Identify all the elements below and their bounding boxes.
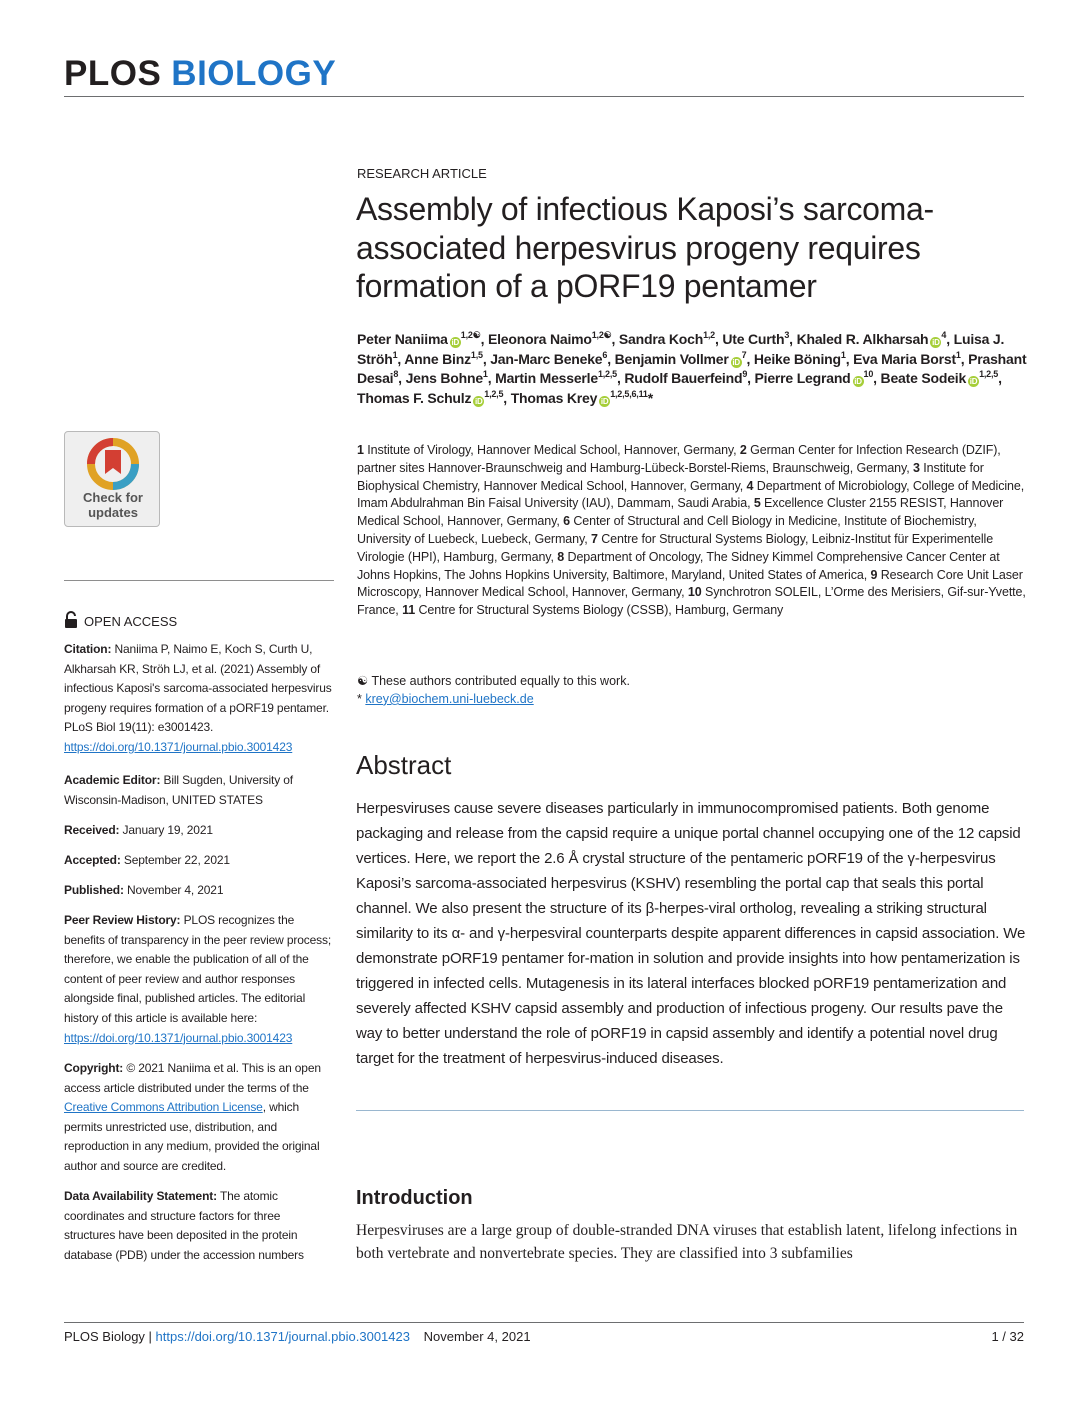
peer-review-block <box>64 911 332 1048</box>
accepted-label: Accepted: <box>64 853 121 867</box>
author-name: Jan-Marc Beneke$^6$, <box>490 349 615 367</box>
author-name-text: Eleonora Naimo <box>487 331 592 347</box>
author-name: Khaled R. Alkharsah $iD^4$, <box>796 330 954 347</box>
author-affiliation-marks: 9 <box>742 369 748 379</box>
affiliations <box>357 442 1027 620</box>
affiliation-number: 11 <box>402 603 416 618</box>
author-name: Martin Messerle$^{1,2,5}$, <box>495 369 625 386</box>
email-link[interactable]: krey@biochem.uni-luebeck.de <box>365 691 534 706</box>
affiliation-item <box>357 443 740 457</box>
journal-logo <box>64 54 336 94</box>
affiliation-text: Synchrotron SOLEIL, L’Orme des Merisiers, Gif-sur-Yvette, France, <box>357 585 1026 618</box>
author-affiliation-marks: 1 <box>392 349 398 360</box>
author-affiliation-marks: 8 <box>393 369 399 379</box>
orcid-icon[interactable]: iD <box>854 377 862 386</box>
author-affiliation-marks: 1,2☯ <box>591 330 612 340</box>
affiliation-text: Institute for Biophysical Chemistry, Hannover Medical School, Hannover, Germany, <box>357 460 984 493</box>
author-name-text: Rudolf Bauerfeind <box>624 370 743 386</box>
affiliation-text: Centre for Structural Systems Biology, Leibniz-Institut für Experimentelle Virologie (HPI), Hamburg, Germany, <box>357 531 994 564</box>
author-name: Eva Maria Borst$^1$, <box>853 349 969 367</box>
author-affiliation-marks: 1 <box>955 349 961 360</box>
author-name: Eleonora Naimo$^{1,2☯}$, <box>487 330 619 347</box>
orcid-icon[interactable]: iD <box>474 396 483 406</box>
author-affiliation-marks: 4 <box>941 330 947 340</box>
affiliation-text: Center of Structural and Cell Biology in Medicine, Institute of Biochemistry, University of Luebeck, Luebeck, Germany, <box>357 514 977 546</box>
badge-label <box>65 490 161 520</box>
copyright-label: Copyright: <box>64 1061 124 1075</box>
orcid-icon[interactable]: iD <box>969 377 978 386</box>
author-name <box>511 390 653 406</box>
author-name-text: Jan-Marc Beneke <box>490 350 603 367</box>
author-name: Jens Bohne$^1$, <box>405 369 496 386</box>
author-name-text: Thomas Krey <box>510 389 598 406</box>
author-notes <box>357 673 1017 709</box>
author-name-text: Prashant Desai <box>357 350 1027 386</box>
footer-doi-link[interactable]: https://doi.org/10.1371/journal.pbio.3001423 <box>155 1329 410 1344</box>
peer-review-label: Peer Review History: <box>64 913 181 927</box>
author-affiliation-marks: 7 <box>741 349 747 360</box>
author-name: Sandra Koch$^{1,2}$, <box>618 330 723 347</box>
logo-biology: BIOLOGY <box>171 54 337 93</box>
author-affiliation-marks: 1,2 <box>703 330 715 340</box>
author-name-text: Eva Maria Borst <box>853 350 956 367</box>
peer-review-link[interactable]: https://doi.org/10.1371/journal.pbio.3001423 <box>64 1030 293 1045</box>
data-availability-block <box>64 1187 332 1265</box>
author-name: Benjamin Vollmer $iD^7$, <box>614 349 754 367</box>
sidebar-rule <box>64 580 334 581</box>
accepted-date: September 22, 2021 <box>123 853 230 867</box>
affiliation-number: 4 <box>746 478 754 493</box>
corresponding-mark: * <box>357 691 362 706</box>
introduction-text: Herpesviruses are a large group of double-stranded DNA viruses that establish latent, lifelong infections in both vertebrate and nonvertebrate species. They are classified into 3 subfamilies <box>356 1222 1018 1262</box>
author-name-text: Thomas F. Schulz <box>357 389 472 406</box>
author-affiliation-marks: 1,2,5,6,11 <box>610 388 648 399</box>
abstract-rule <box>356 1110 1024 1111</box>
author-name-text: Sandra Koch <box>618 331 704 347</box>
author-name-text: Khaled R. Alkharsah <box>796 331 929 347</box>
footer-rule <box>64 1322 1024 1323</box>
editor-label: Academic Editor: <box>64 773 161 787</box>
author-name-text: Anne Binz <box>404 350 471 367</box>
copyright-text-end: , which permits unrestricted use, distribution, and reproduction in any medium, provided the original author and source are credited. <box>64 1100 320 1173</box>
author-name-text: Beate Sodeik <box>880 370 967 386</box>
badge-line-1: Check for <box>83 490 143 505</box>
author-affiliation-marks: 10 <box>863 369 874 379</box>
author-name-text: Martin Messerle <box>495 370 598 386</box>
article-type: RESEARCH ARTICLE <box>357 166 487 181</box>
data-availability-label: Data Availability Statement: <box>64 1189 217 1203</box>
affiliation-number: 6 <box>563 514 570 529</box>
author-list <box>357 330 1027 408</box>
crossmark-icon <box>84 438 142 490</box>
published-block <box>64 881 332 901</box>
badge-line-2: updates <box>88 505 138 520</box>
page-number: 1 / 32 <box>991 1329 1024 1344</box>
affiliation-number: 10 <box>687 585 702 600</box>
author-name: Prashant Desai$^8$, <box>357 350 1027 386</box>
page-footer <box>64 1329 531 1344</box>
author-name: Thomas F. Schulz iD$^{1,2,5}$, <box>357 388 511 406</box>
correspondence <box>357 691 1017 709</box>
author-name: Peter Naniima $iD^{1,2☯}$, <box>357 330 488 347</box>
corresponding-author-mark: * <box>647 389 653 406</box>
article-title: Assembly of infectious Kaposi’s sarcoma-associated herpesvirus progeny requires formation of a pORF19 pentamer <box>356 191 934 304</box>
author-name-text: Luisa J. Ströh <box>357 331 1005 367</box>
author-name: Anne Binz$^{1,5}$, <box>404 349 491 367</box>
editor-block <box>64 771 332 810</box>
published-date: November 4, 2021 <box>127 883 224 897</box>
citation-text: Naniima P, Naimo E, Koch S, Curth U, Alkharsah KR, Ströh LJ, et al. (2021) Assembly of infectious Kaposi's sarcoma-associated herpesvirus progeny requires formation of a pORF19 pentamer. PLoS Biol 19(11): e3001423. <box>64 642 332 735</box>
author-name: Heike Böning$^1$, <box>753 349 854 367</box>
introduction-heading: Introduction <box>356 1187 473 1209</box>
logo-plos: PLOS <box>64 54 162 93</box>
citation-label: Citation: <box>64 642 112 656</box>
footer-journal: PLOS Biology | <box>64 1329 152 1344</box>
affiliation-number: 3 <box>913 460 920 475</box>
citation-doi-link[interactable]: https://doi.org/10.1371/journal.pbio.3001423 <box>64 739 293 754</box>
orcid-icon[interactable]: iD <box>932 338 940 347</box>
author-name: Beate Sodeik iD$^{1,2,5}$, <box>880 369 1002 386</box>
open-lock-icon <box>64 611 78 628</box>
received-label: Received: <box>64 823 120 837</box>
license-link[interactable]: Creative Commons Attribution License <box>64 1100 263 1115</box>
author-name-text: Ute Curth <box>722 331 785 347</box>
editor-text: Bill Sugden, University of Wisconsin-Madison, UNITED STATES <box>64 773 293 807</box>
affiliation-text: Centre for Structural Systems Biology (CSSB), Hamburg, Germany <box>415 603 784 618</box>
footer-date: November 4, 2021 <box>423 1329 531 1344</box>
author-affiliation-marks: 1 <box>840 349 846 360</box>
data-availability-text: The atomic coordinates and structure factors for three structures have been deposited in the protein database (PDB) under the accession numbers <box>64 1189 304 1262</box>
open-access-label: OPEN ACCESS <box>84 614 178 629</box>
affiliation-text: Research Core Unit Laser Microscopy, Hannover Medical School, Hannover, Germany, <box>357 567 1023 600</box>
received-block <box>64 821 332 841</box>
copyright-block <box>64 1059 332 1177</box>
author-affiliation-marks: 1,2,5 <box>597 369 617 379</box>
author-name-text: Benjamin Vollmer <box>614 350 729 367</box>
affiliation-text: Department of Microbiology, College of Medicine, Imam Abdulrahman Bin Faisal University (IAU), Dammam, Saudi Arabia, <box>357 478 1025 511</box>
affiliation-number: 9 <box>870 567 878 582</box>
affiliation-item <box>402 603 783 617</box>
equal-contribution-note: ☯ These authors contributed equally to this work. <box>357 674 630 688</box>
author-name: Ute Curth$^3$, <box>722 330 797 347</box>
author-name: Luisa J. Ströh$^1$, <box>357 331 1005 367</box>
author-affiliation-marks: 3 <box>784 330 790 340</box>
author-affiliation-marks: 1,2,5 <box>484 388 504 399</box>
affiliation-number: 8 <box>557 549 565 564</box>
affiliation-number: 1 <box>357 443 364 457</box>
affiliation-text: German Center for Infection Research (DZIF), partner sites Hannover-Braunschweig and Hamburg-Lübeck-Borstel-Riems, Braunschweig, Germany, <box>357 443 1001 475</box>
peer-review-text: PLOS recognizes the benefits of transparency in the peer review process; therefore, we enable the publication of all of the content of peer review and author responses alongside final, published articles. The editorial history of this article is available here: <box>64 913 332 1025</box>
affiliation-text: Institute of Virology, Hannover Medical School, Hannover, Germany, <box>363 443 740 457</box>
author-affiliation-marks: 6 <box>602 349 608 360</box>
author-name-text: Peter Naniima <box>357 331 448 347</box>
affiliation-number: 7 <box>590 531 598 546</box>
check-for-updates-badge[interactable] <box>64 431 160 527</box>
orcid-icon[interactable]: iD <box>451 338 460 347</box>
received-date: January 19, 2021 <box>122 823 213 837</box>
abstract-text: Herpesviruses cause severe diseases particularly in immunocompromised patients. Both genome packaging and release from the capsid require a unique portal channel occupying one of the 12 capsid vertices. Here, we report the 2.6 Å crystal structure of the pentameric pORF19 of the γ-herpesvirus Kaposi’s sarcoma-associated herpesvirus (KSHV) resembling the portal cap that seals this portal channel. We also present the structure of its β-herpes-viral ortholog, revealing a striking structural similarity to its α- and γ-herpesviral counterparts despite apparent differences in capsid association. We demonstrate pORF19 pentamer for-mation in solution and provide insights into how pentamerization is triggered in infected cells. Mutagenesis in its lateral interfaces blocked pORF19 pentamerization and severely affected KSHV capsid assembly and production of infectious progeny. Our results pave the way to better understand the role of pORF19 in capsid assembly and identify a potential novel drug target for the treatment of herpesvirus-induced diseases. <box>356 800 1026 1067</box>
author-affiliation-marks: 1,2☯ <box>460 330 481 340</box>
header-rule <box>64 96 1024 97</box>
orcid-icon[interactable]: iD <box>600 396 609 406</box>
author-name: Rudolf Bauerfeind$^9$, <box>624 369 755 386</box>
author-name-text: Heike Böning <box>753 350 841 367</box>
author-affiliation-marks: 1 <box>482 369 488 379</box>
affiliation-number: 5 <box>753 496 761 511</box>
affiliation-text: Department of Oncology, The Sidney Kimmel Comprehensive Cancer Center at Johns Hopkins, The Johns Hopkins University, Baltimore, Maryland, United States of America, <box>357 549 1000 582</box>
citation-block <box>64 640 332 758</box>
orcid-icon[interactable]: iD <box>732 357 740 367</box>
author-affiliation-marks: 1,5 <box>470 349 483 360</box>
affiliation-number: 2 <box>739 443 747 457</box>
copyright-text: © 2021 Naniima et al. This is an open access article distributed under the terms of the <box>64 1061 321 1095</box>
published-label: Published: <box>64 883 124 897</box>
author-name-text: Jens Bohne <box>405 370 483 386</box>
accepted-block <box>64 851 332 871</box>
affiliation-text: Excellence Cluster 2155 RESIST, Hannover Medical School, Hannover, Germany, <box>357 496 1004 529</box>
open-access <box>64 611 177 629</box>
author-name-text: Pierre Legrand <box>754 370 851 386</box>
author-name: Pierre Legrand $iD^{10}$, <box>754 369 881 386</box>
author-affiliation-marks: 1,2,5 <box>979 369 999 379</box>
abstract-heading: Abstract <box>356 750 452 780</box>
